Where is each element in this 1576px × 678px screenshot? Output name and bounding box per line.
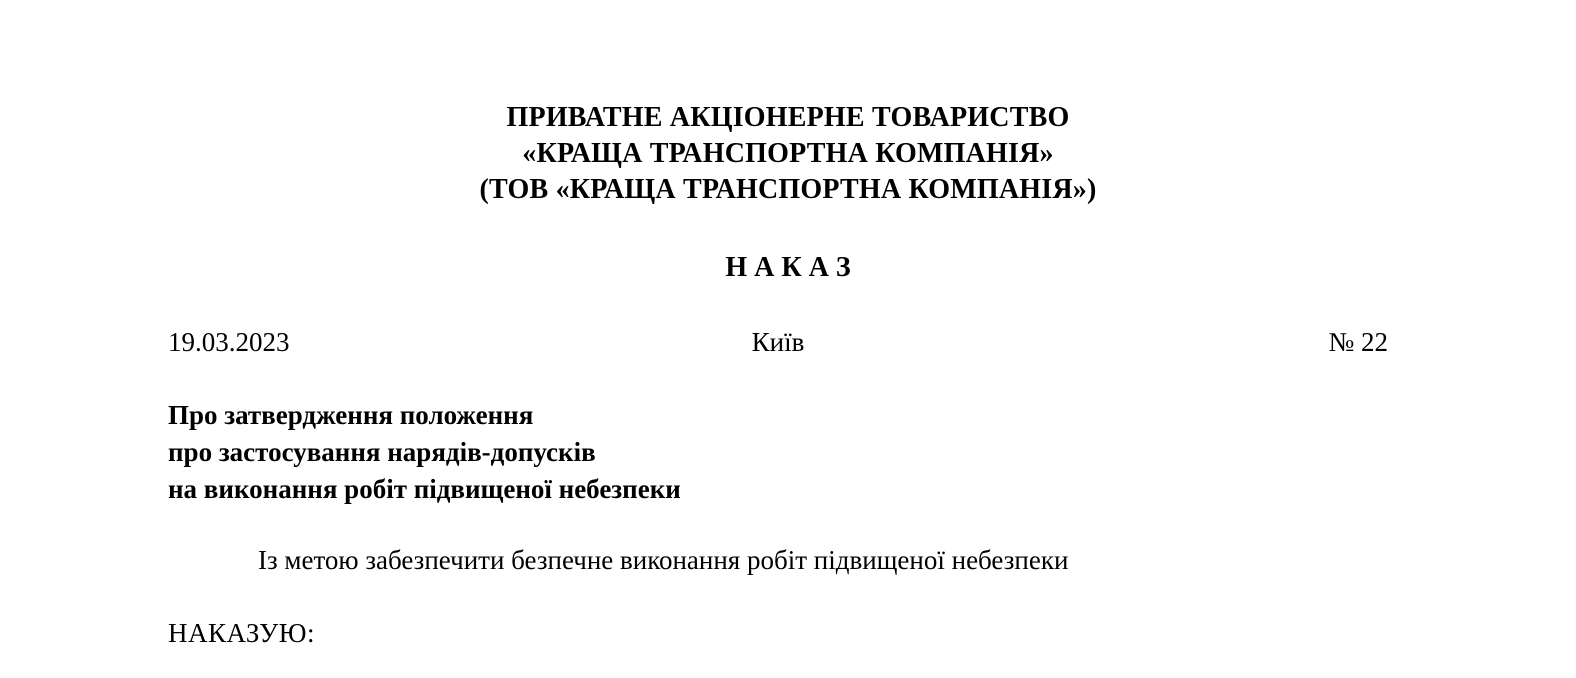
document-place: Київ (751, 327, 805, 357)
document-number: № 22 (1328, 327, 1388, 357)
document-preamble: Із метою забезпечити безпечне виконання робіт підвищеної небезпеки (258, 545, 1069, 575)
document-meta-row (168, 323, 1388, 361)
document-subject (168, 397, 888, 508)
organization-line-3: (ТОВ «КРАЩА ТРАНСПОРТНА КОМПАНІЯ») (479, 174, 1097, 205)
order-keyword: НАКАЗУЮ: (168, 618, 316, 648)
document-subject-line-3: на виконання робіт підвищеної небезпеки (168, 474, 681, 504)
document-type-heading: Н А К А З (725, 252, 851, 283)
document-date: 19.03.2023 (168, 327, 290, 357)
organization-header (168, 100, 1408, 208)
document-subject-line-2: про застосування нарядів-допусків (168, 437, 596, 467)
organization-line-2: «КРАЩА ТРАНСПОРТНА КОМПАНІЯ» (522, 138, 1054, 169)
organization-line-1: ПРИВАТНЕ АКЦІОНЕРНЕ ТОВАРИСТВО (506, 102, 1070, 133)
document-subject-line-1: Про затвердження положення (168, 400, 534, 430)
